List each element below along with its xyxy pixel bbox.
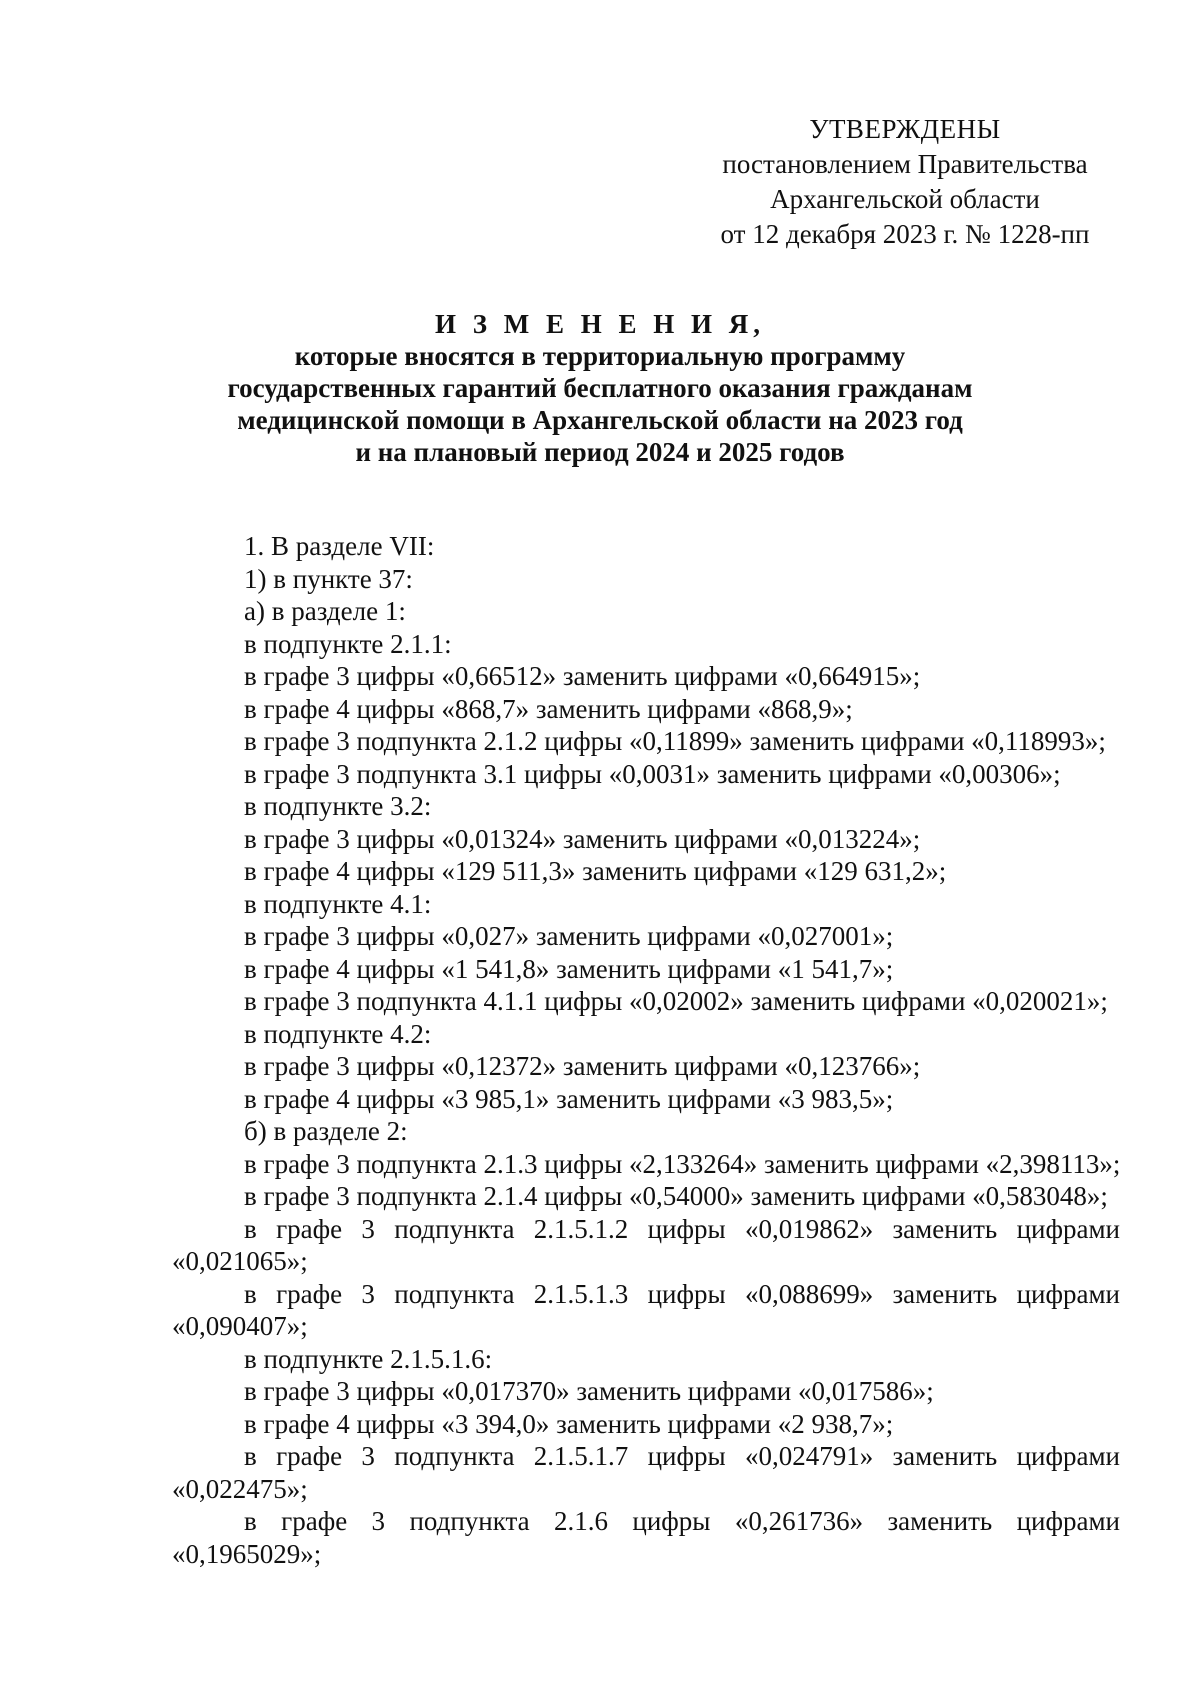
body-line: в графе 4 цифры «3 394,0» заменить цифрами «2 938,7»; — [244, 1408, 894, 1439]
title-line: и на плановый период 2024 и 2025 годов — [355, 437, 845, 467]
body-line: в графе 3 подпункта 2.1.2 цифры «0,11899» заменить цифрами «0,118993»; — [244, 726, 1106, 756]
body-line: в графе 3 подпункта 3.1 цифры «0,0031» заменить цифрами «0,00306»; — [244, 758, 1061, 789]
body-line: в графе 3 подпункта 2.1.4 цифры «0,54000» заменить цифрами «0,583048»; — [244, 1181, 1108, 1211]
body-line: в графе 3 цифры «0,12372» заменить цифрами «0,123766»; — [244, 1051, 921, 1081]
body-line: в графе 3 подпункта 4.1.1 цифры «0,02002» заменить цифрами «0,020021»; — [244, 986, 1108, 1016]
body-line: в подпункте 4.1: — [244, 888, 432, 919]
body-line: в графе 3 подпункта 2.1.3 цифры «2,133264» заменить цифрами «2,398113»; — [244, 1148, 1121, 1179]
body-paragraph: в графе 3 подпункта 2.1.5.1.3 цифры «0,088699» заменить цифрами «0,090407»; — [172, 1278, 1120, 1341]
body-line: в подпункте 2.1.5.1.6: — [244, 1343, 493, 1374]
approval-authority: постановлением Правительства — [722, 149, 1088, 179]
body-line: а) в разделе 1: — [244, 596, 406, 626]
title-heading: И З М Е Н Е Н И Я, — [434, 309, 765, 339]
approval-date-number: от 12 декабря 2023 г. № 1228-пп — [720, 219, 1090, 249]
title-line: медицинской помощи в Архангельской области на 2023 год — [237, 405, 963, 435]
body-line: в графе 4 цифры «129 511,3» заменить цифрами «129 631,2»; — [244, 856, 947, 886]
body-paragraph: в графе 3 подпункта 2.1.5.1.2 цифры «0,019862» заменить цифрами «0,021065»; — [172, 1213, 1120, 1276]
body-line: 1. В разделе VII: — [244, 531, 435, 561]
approval-region: Архангельской области — [770, 184, 1040, 214]
document-body — [172, 530, 1120, 1570]
body-line: в графе 3 цифры «0,027» заменить цифрами «0,027001»; — [244, 921, 894, 951]
approval-title: УТВЕРЖДЕНЫ — [809, 114, 1001, 144]
title-line: государственных гарантий бесплатного оказания гражданам — [227, 373, 973, 403]
body-paragraph: в графе 3 подпункта 2.1.6 цифры «0,261736» заменить цифрами «0,1965029»; — [172, 1506, 1120, 1569]
body-line: в графе 4 цифры «1 541,8» заменить цифрами «1 541,7»; — [244, 953, 894, 984]
body-line: в подпункте 4.2: — [244, 1018, 432, 1049]
body-line: в подпункте 2.1.1: — [244, 628, 452, 659]
body-line: в графе 3 цифры «0,017370» заменить цифрами «0,017586»; — [244, 1376, 934, 1406]
title-line: которые вносятся в территориальную программу — [294, 341, 906, 371]
body-paragraph: в графе 3 подпункта 2.1.5.1.7 цифры «0,024791» заменить цифрами «0,022475»; — [172, 1441, 1120, 1504]
body-line: в графе 4 цифры «868,7» заменить цифрами «868,9»; — [244, 693, 853, 724]
body-line: 1) в пункте 37: — [244, 563, 413, 594]
body-line: в графе 3 цифры «0,66512» заменить цифрами «0,664915»; — [244, 661, 921, 691]
body-line: в подпункте 3.2: — [244, 791, 432, 821]
body-line: в графе 4 цифры «3 985,1» заменить цифрами «3 983,5»; — [244, 1083, 894, 1114]
document-title — [150, 308, 1050, 468]
body-line: б) в разделе 2: — [244, 1116, 408, 1146]
approval-stamp-block — [700, 112, 1110, 252]
body-line: в графе 3 цифры «0,01324» заменить цифрами «0,013224»; — [244, 823, 921, 854]
